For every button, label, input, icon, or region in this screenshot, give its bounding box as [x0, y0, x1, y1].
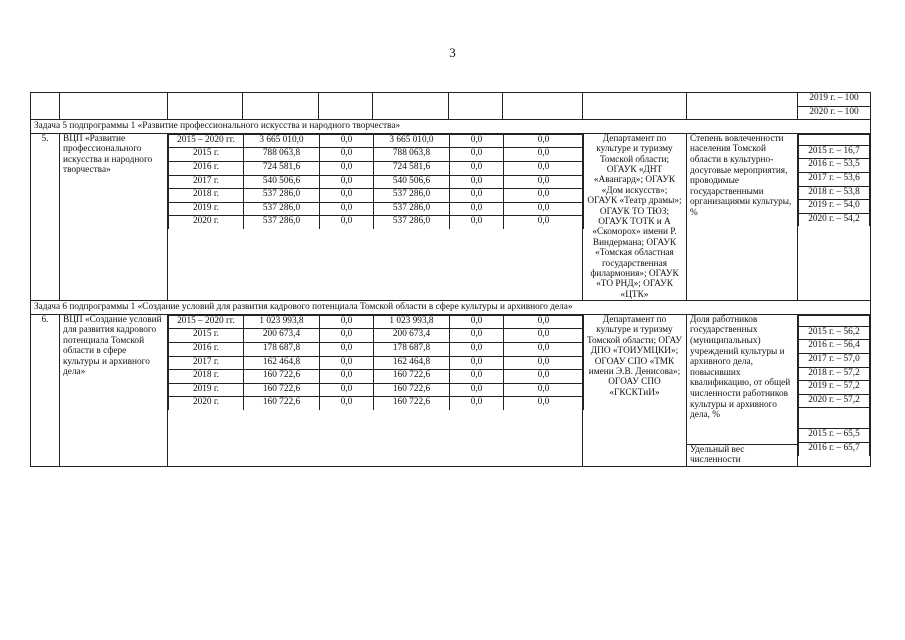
amount-cell: 0,0: [450, 315, 504, 329]
amount-cell: 0,0: [504, 202, 584, 216]
amount-cell: 0,0: [450, 148, 504, 162]
indicator-value-row: [799, 145, 870, 159]
indicator-spacer-row: [799, 408, 870, 429]
page-number: 3: [449, 45, 456, 60]
amount-cell: 3 665 010,0: [244, 134, 320, 148]
funding-row: [169, 397, 584, 410]
period-cell: 2015 г.: [169, 329, 244, 343]
indicator-value: 2018 г. – 53,8: [799, 186, 870, 200]
funding-row: [169, 356, 584, 370]
amount-cell: 0,0: [450, 189, 504, 203]
amount-cell: 162 464,8: [374, 356, 450, 370]
amount-cell: 178 687,8: [374, 343, 450, 357]
amount-cell: 0,0: [320, 356, 374, 370]
amount-cell: 1 023 993,8: [374, 315, 450, 329]
indicator-value: 2017 г. – 57,0: [799, 354, 870, 368]
amount-cell: 0,0: [504, 189, 584, 203]
amount-cell: 537 286,0: [244, 189, 320, 203]
indicator-subtable: [798, 315, 870, 456]
spacer-cell: [799, 134, 870, 145]
program-name: ВЦП «Развитие профессионального искусства и народного творчества»: [60, 133, 168, 301]
amount-cell: 0,0: [504, 397, 584, 410]
task-6-row: [31, 314, 871, 466]
amount-cell: 724 581,6: [244, 161, 320, 175]
period-cell: 2016 г.: [169, 161, 244, 175]
indicator-value: 2020 г. – 54,2: [799, 213, 870, 226]
amount-cell: 0,0: [320, 343, 374, 357]
indicator-value: 2017 г. – 53,6: [799, 172, 870, 186]
amount-cell: 0,0: [320, 148, 374, 162]
amount-cell: 0,0: [320, 370, 374, 384]
funding-block: [168, 133, 583, 301]
amount-cell: 160 722,6: [244, 397, 320, 410]
indicator-spacer-row: [799, 315, 870, 326]
amount-cell: 0,0: [504, 315, 584, 329]
period-cell: 2015 – 2020 гг.: [169, 315, 244, 329]
task-heading-row: [31, 120, 871, 134]
funding-row: [169, 343, 584, 357]
indicator-value-row: [799, 326, 870, 340]
task-6-title: Задача 6 подпрограммы 1 «Создание условий для развития кадрового потенциала Томской области в сфере культуры и архивного дела»: [31, 301, 871, 315]
row-number: 6.: [31, 314, 60, 466]
amount-cell: 0,0: [504, 343, 584, 357]
amount-cell: 540 506,6: [374, 175, 450, 189]
funding-subtable: [168, 315, 584, 410]
period-cell: 2020 г.: [169, 397, 244, 410]
amount-cell: 540 506,6: [244, 175, 320, 189]
spacer-cell: [799, 408, 870, 429]
indicator-value-row: [799, 213, 870, 226]
period-cell: 2020 г.: [169, 216, 244, 229]
amount-cell: 537 286,0: [374, 202, 450, 216]
program-name: ВЦП «Создание условий для развития кадрового потенциала Томской области в сфере культуры и архивного дела»: [60, 314, 168, 466]
indicator-block: [687, 314, 798, 466]
amount-cell: 0,0: [450, 343, 504, 357]
funding-row: [169, 202, 584, 216]
amount-cell: 0,0: [504, 356, 584, 370]
amount-cell: 162 464,8: [244, 356, 320, 370]
indicator-value: 2020 г. – 100: [798, 106, 871, 120]
funding-row: [169, 134, 584, 148]
amount-cell: 0,0: [450, 356, 504, 370]
spacer-cell: [799, 315, 870, 326]
indicator-value: 2016 г. – 53,5: [799, 159, 870, 173]
amount-cell: 0,0: [504, 216, 584, 229]
period-cell: 2015 г.: [169, 148, 244, 162]
amount-cell: 0,0: [450, 202, 504, 216]
indicator-spacer-row: [799, 134, 870, 145]
amount-cell: 0,0: [450, 329, 504, 343]
period-cell: 2016 г.: [169, 343, 244, 357]
amount-cell: 0,0: [320, 189, 374, 203]
indicator-value-row: [799, 159, 870, 173]
amount-cell: 0,0: [450, 383, 504, 397]
amount-cell: 0,0: [450, 397, 504, 410]
task-5-row: [31, 133, 871, 301]
indicator-value-row: [799, 172, 870, 186]
period-cell: 2019 г.: [169, 202, 244, 216]
amount-cell: 0,0: [320, 216, 374, 229]
funding-row: [169, 370, 584, 384]
indicator-value-row: [799, 354, 870, 368]
amount-cell: 537 286,0: [374, 216, 450, 229]
amount-cell: 0,0: [450, 134, 504, 148]
amount-cell: 160 722,6: [244, 383, 320, 397]
indicator-value: 2016 г. – 65,7: [799, 443, 870, 456]
amount-cell: 0,0: [504, 161, 584, 175]
indicator-value: 2015 г. – 16,7: [799, 145, 870, 159]
period-cell: 2015 – 2020 гг.: [169, 134, 244, 148]
indicator-value-row: [799, 429, 870, 443]
indicator-value-row: [799, 443, 870, 456]
period-cell: 2019 г.: [169, 383, 244, 397]
amount-cell: 160 722,6: [374, 383, 450, 397]
amount-cell: 0,0: [504, 134, 584, 148]
amount-cell: 0,0: [320, 175, 374, 189]
row-number: 5.: [31, 133, 60, 301]
amount-cell: 537 286,0: [244, 202, 320, 216]
amount-cell: 0,0: [504, 329, 584, 343]
indicator-value-row: [799, 367, 870, 381]
period-cell: 2017 г.: [169, 356, 244, 370]
period-cell: 2018 г.: [169, 370, 244, 384]
amount-cell: 724 581,6: [374, 161, 450, 175]
amount-cell: 200 673,4: [374, 329, 450, 343]
amount-cell: 0,0: [320, 134, 374, 148]
amount-cell: 0,0: [450, 370, 504, 384]
indicator-values: [798, 314, 871, 466]
amount-cell: 788 063,8: [244, 148, 320, 162]
continuation-row: [31, 93, 871, 107]
funding-row: [169, 329, 584, 343]
indicator-value-row: [799, 381, 870, 395]
indicator-value: 2015 г. – 56,2: [799, 326, 870, 340]
indicator-value: 2015 г. – 65,5: [799, 429, 870, 443]
indicator-value: 2018 г. – 57,2: [799, 367, 870, 381]
amount-cell: 0,0: [450, 175, 504, 189]
amount-cell: 160 722,6: [374, 370, 450, 384]
funding-block: [168, 314, 583, 466]
amount-cell: 3 665 010,0: [374, 134, 450, 148]
funding-row: [169, 216, 584, 229]
funding-row: [169, 189, 584, 203]
amount-cell: 160 722,6: [244, 370, 320, 384]
indicator-value: 2020 г. – 57,2: [799, 394, 870, 408]
amount-cell: 200 673,4: [244, 329, 320, 343]
indicator-value: 2019 г. – 100: [798, 93, 871, 107]
indicator-value-row: [799, 394, 870, 408]
indicator-values: [798, 133, 871, 301]
indicator-value: 2019 г. – 54,0: [799, 200, 870, 214]
amount-cell: 0,0: [450, 216, 504, 229]
funding-row: [169, 161, 584, 175]
amount-cell: 0,0: [504, 370, 584, 384]
funding-subtable: [168, 134, 584, 229]
amount-cell: 160 722,6: [374, 397, 450, 410]
executor: Департамент по культуре и туризму Томской области; ОГАУК «ДНТ «Авангард»; ОГАУК «Дом искусств»; ОГАУК «Театр драмы»; ОГАУК ТО ТЮЗ; ОГАУК ТОТК и А «Скоморох» имени Р. Виндермана; ОГАУК «Томская областная государственная филармония»; ОГАУК «ТО РНД»; ОГАУК «ЦТК»: [583, 133, 687, 301]
funding-row: [169, 383, 584, 397]
amount-cell: 0,0: [320, 161, 374, 175]
amount-cell: 0,0: [320, 383, 374, 397]
task-5-title: Задача 5 подпрограммы 1 «Развитие профессионального искусства и народного творчества»: [31, 120, 871, 134]
amount-cell: 0,0: [320, 315, 374, 329]
amount-cell: 537 286,0: [244, 216, 320, 229]
amount-cell: 0,0: [320, 397, 374, 410]
indicator-value: 2016 г. – 56,4: [799, 340, 870, 354]
period-cell: 2017 г.: [169, 175, 244, 189]
amount-cell: 0,0: [320, 202, 374, 216]
amount-cell: 0,0: [504, 383, 584, 397]
amount-cell: 537 286,0: [374, 189, 450, 203]
indicator-name: Степень вовлеченности населения Томской области в культурно-досуговые мероприятия, проводимые государственными организациями культуры, %: [687, 133, 798, 301]
indicator-value-row: [799, 200, 870, 214]
indicator-value: 2019 г. – 57,2: [799, 381, 870, 395]
amount-cell: 0,0: [450, 161, 504, 175]
funding-row: [169, 175, 584, 189]
task-heading-row: [31, 301, 871, 315]
amount-cell: 178 687,8: [244, 343, 320, 357]
period-cell: 2018 г.: [169, 189, 244, 203]
program-table: [30, 92, 871, 467]
indicator-value-row: [799, 186, 870, 200]
executor: Департамент по культуре и туризму Томской области; ОГАУ ДПО «ТОИУМЦКИ»; ОГОАУ СПО «ТМК имени Э.В. Денисова»; ОГОАУ СПО «ГКСКТиИ»: [583, 314, 687, 466]
amount-cell: 0,0: [320, 329, 374, 343]
indicator-value-row: [799, 340, 870, 354]
indicator-name: Удельный вес численности: [690, 444, 745, 466]
funding-row: [169, 315, 584, 329]
amount-cell: 0,0: [504, 175, 584, 189]
indicator-subtable: [798, 134, 870, 227]
amount-cell: 0,0: [504, 148, 584, 162]
amount-cell: 788 063,8: [374, 148, 450, 162]
indicator-name: Доля работников государственных (муниципальных) учреждений культуры и архивного дела, повысивших квалификацию, от общей численности работников культуры и архивного дела, %: [687, 315, 797, 445]
funding-row: [169, 148, 584, 162]
amount-cell: 1 023 993,8: [244, 315, 320, 329]
